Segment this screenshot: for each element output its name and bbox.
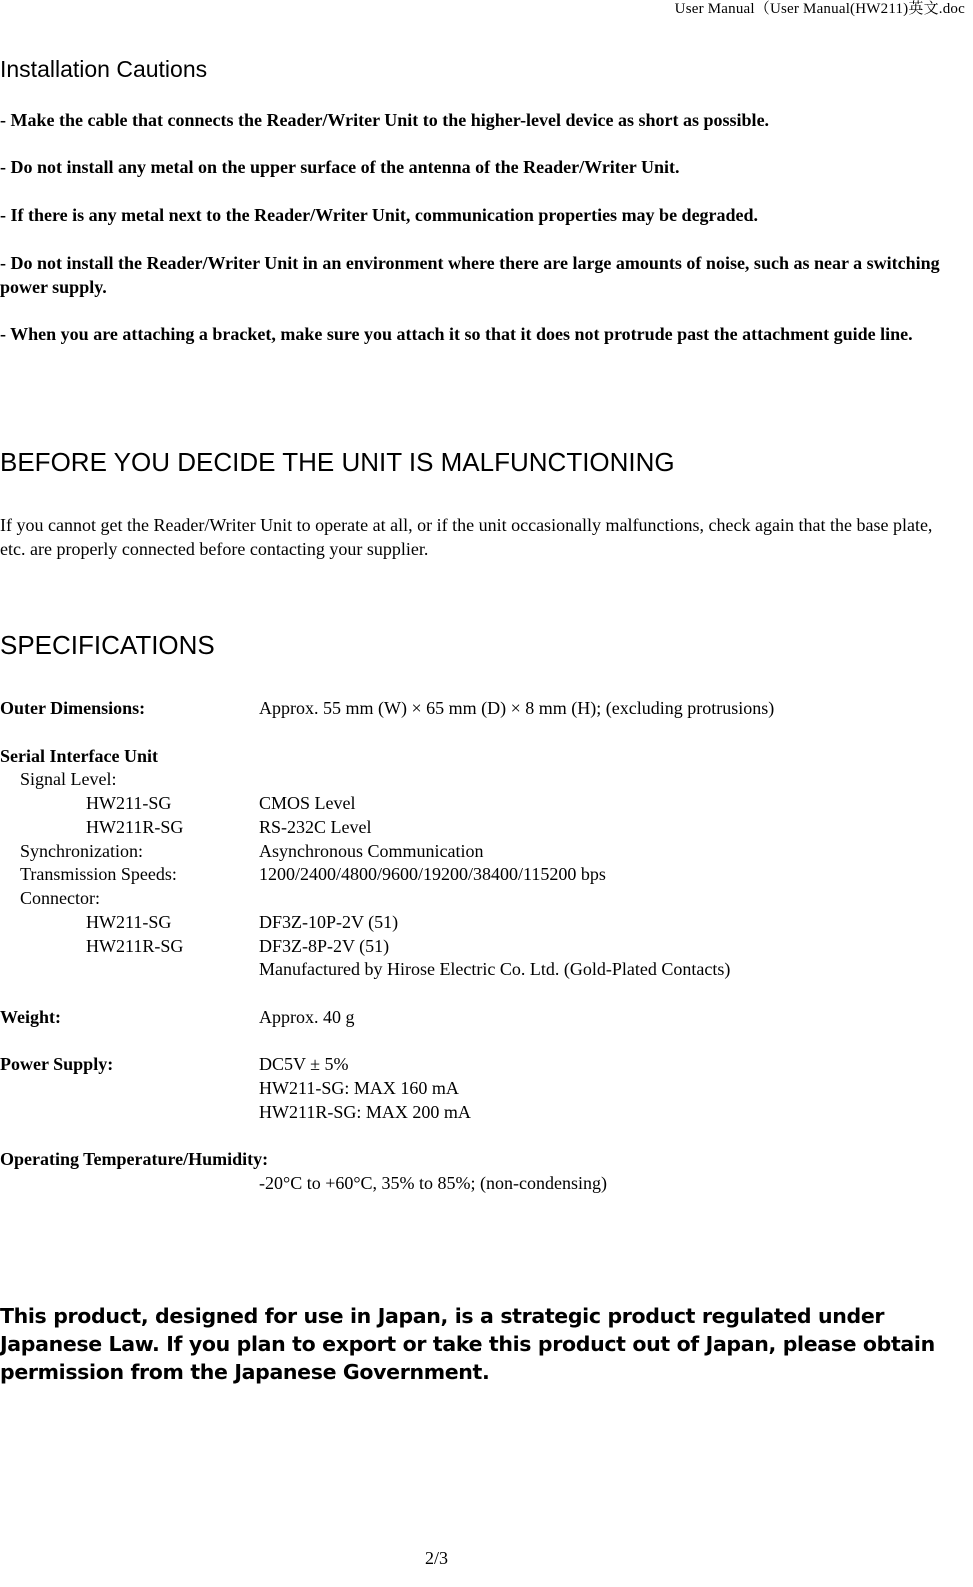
caution-item: - Do not install any metal on the upper surface of the antenna of the Reader/Writer Unit.: [0, 157, 680, 177]
hw211-sg-level: CMOS Level: [259, 793, 356, 813]
operating-conditions-label: Operating Temperature/Humidity:: [0, 1149, 269, 1169]
caution-item: - If there is any metal next to the Reader/Writer Unit, communication properties may be degraded.: [0, 205, 759, 225]
document-header: User Manual（User Manual(HW211)英文.doc: [674, 1, 965, 17]
hw211r-sg-label: HW211R-SG: [86, 936, 184, 956]
export-notice: This product, designed for use in Japan, is a strategic product regulated under Japanese Law. If you plan to export or take this product out of Japan, please obtain permission from the Japanese Government.: [0, 1304, 935, 1384]
synchronization-value: Asynchronous Communication: [259, 841, 484, 861]
hw211r-sg-label: HW211R-SG: [86, 817, 184, 837]
serial-interface-label: Serial Interface Unit: [0, 746, 158, 766]
malfunction-title: BEFORE YOU DECIDE THE UNIT IS MALFUNCTIONING: [0, 447, 675, 477]
weight-value: Approx. 40 g: [259, 1007, 355, 1027]
malfunction-body: If you cannot get the Reader/Writer Unit to operate at all, or if the unit occasionally malfunctions, check again that the base plate, etc. are properly connected before contacting your supplier.: [0, 515, 933, 559]
outer-dimensions-label: Outer Dimensions:: [0, 698, 146, 718]
hw211r-sg-connector: DF3Z-8P-2V (51): [259, 936, 390, 956]
power-supply-value: DC5V ± 5%: [259, 1054, 349, 1074]
hw211-sg-label: HW211-SG: [86, 793, 172, 813]
outer-dimensions-value: Approx. 55 mm (W) × 65 mm (D) × 8 mm (H); (excluding protrusions): [259, 698, 775, 718]
synchronization-label: Synchronization:: [20, 841, 143, 861]
power-supply-hw211r-sg: HW211R-SG: MAX 200 mA: [259, 1102, 471, 1122]
connector-label: Connector:: [20, 888, 100, 908]
connector-manufacturer: Manufactured by Hirose Electric Co. Ltd. (Gold-Plated Contacts): [259, 959, 731, 979]
power-supply-hw211-sg: HW211-SG: MAX 160 mA: [259, 1078, 459, 1098]
hw211-sg-connector: DF3Z-10P-2V (51): [259, 912, 399, 932]
transmission-speeds-label: Transmission Speeds:: [20, 864, 177, 884]
caution-item: - Do not install the Reader/Writer Unit in an environment where there are large amounts of noise, such as near a switching power supply.: [0, 253, 940, 297]
power-supply-label: Power Supply:: [0, 1054, 114, 1074]
hw211r-sg-level: RS-232C Level: [259, 817, 372, 837]
installation-cautions-title: Installation Cautions: [0, 56, 208, 82]
caution-item: - Make the cable that connects the Reader/Writer Unit to the higher-level device as short as possible.: [0, 110, 770, 130]
hw211-sg-label: HW211-SG: [86, 912, 172, 932]
caution-item: - When you are attaching a bracket, make sure you attach it so that it does not protrude past the attachment guide line.: [0, 324, 913, 344]
signal-level-label: Signal Level:: [20, 769, 117, 789]
operating-conditions-value: -20°C to +60°C, 35% to 85%; (non-condensing): [259, 1173, 608, 1193]
specifications-title: SPECIFICATIONS: [0, 630, 215, 660]
transmission-speeds-value: 1200/2400/4800/9600/19200/38400/115200 bps: [259, 864, 606, 884]
weight-label: Weight:: [0, 1007, 61, 1027]
page-number: 2/3: [424, 1548, 448, 1568]
